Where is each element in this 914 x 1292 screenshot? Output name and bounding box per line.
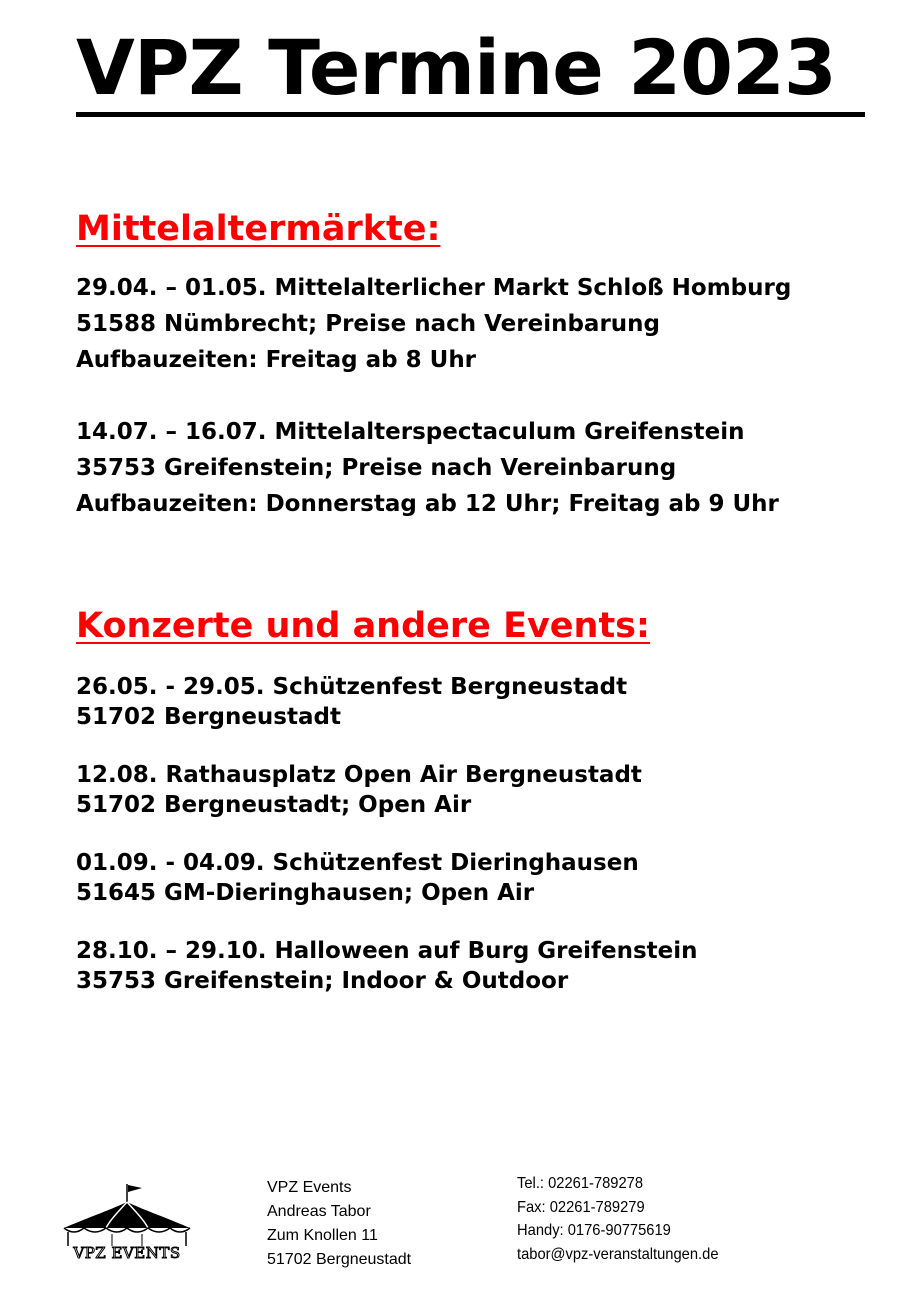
contact-fax: Fax: 02261-789279: [517, 1198, 645, 1216]
contact-mobile: Handy: 0176-90775619: [517, 1222, 671, 1239]
vpz-events-logo: [62, 1180, 192, 1266]
event-location: 51645 GM-Dieringhausen; Open Air: [76, 880, 535, 906]
contact-email-link[interactable]: tabor@vpz-veranstaltungen.de: [517, 1245, 719, 1263]
market-events-list: [76, 270, 791, 522]
circus-tent-icon: [62, 1180, 192, 1250]
event-entry: [76, 672, 698, 732]
address-line: Zum Knollen 11: [267, 1227, 378, 1244]
event-entry: [76, 414, 791, 522]
event-entry: [76, 270, 791, 378]
event-location: 35753 Greifenstein; Preise nach Vereinbarung: [76, 455, 677, 481]
event-location: 51702 Bergneustadt; Open Air: [76, 792, 472, 818]
event-date-title: 12.08. Rathausplatz Open Air Bergneustadt: [76, 762, 642, 788]
event-location: 35753 Greifenstein; Indoor & Outdoor: [76, 968, 569, 994]
address-line: Andreas Tabor: [267, 1203, 371, 1220]
event-entry: [76, 760, 698, 820]
title-underline: [76, 112, 865, 117]
event-date-title: 01.09. - 04.09. Schützenfest Dieringhausen: [76, 850, 639, 876]
footer-contact: [517, 1172, 719, 1266]
section-heading-events: Konzerte und andere Events:: [76, 606, 651, 646]
event-date-title: 26.05. - 29.05. Schützenfest Bergneustadt: [76, 674, 628, 700]
logo-wordmark: VPZ EVENTS: [73, 1244, 181, 1262]
event-date-title: 28.10. – 29.10. Halloween auf Burg Greifenstein: [76, 938, 698, 964]
event-entry: [76, 848, 698, 908]
section-heading-markets: Mittelaltermärkte:: [76, 209, 441, 249]
event-setup-times: Aufbauzeiten: Freitag ab 8 Uhr: [76, 347, 477, 373]
contact-phone: Tel.: 02261-789278: [517, 1175, 644, 1192]
page-title: VPZ Termine 2023: [76, 23, 836, 112]
event-location: 51588 Nümbrecht; Preise nach Vereinbarung: [76, 311, 660, 337]
address-line: 51702 Bergneustadt: [267, 1251, 412, 1268]
footer-address: [267, 1176, 411, 1272]
event-date-title: 29.04. – 01.05. Mittelalterlicher Markt Schloß Homburg: [76, 275, 792, 301]
address-line: VPZ Events: [267, 1179, 352, 1196]
event-date-title: 14.07. – 16.07. Mittelalterspectaculum Greifenstein: [76, 419, 745, 445]
event-entry: [76, 936, 698, 996]
event-location: 51702 Bergneustadt: [76, 704, 341, 730]
event-setup-times: Aufbauzeiten: Donnerstag ab 12 Uhr; Freitag ab 9 Uhr: [76, 491, 779, 517]
other-events-list: [76, 672, 698, 996]
